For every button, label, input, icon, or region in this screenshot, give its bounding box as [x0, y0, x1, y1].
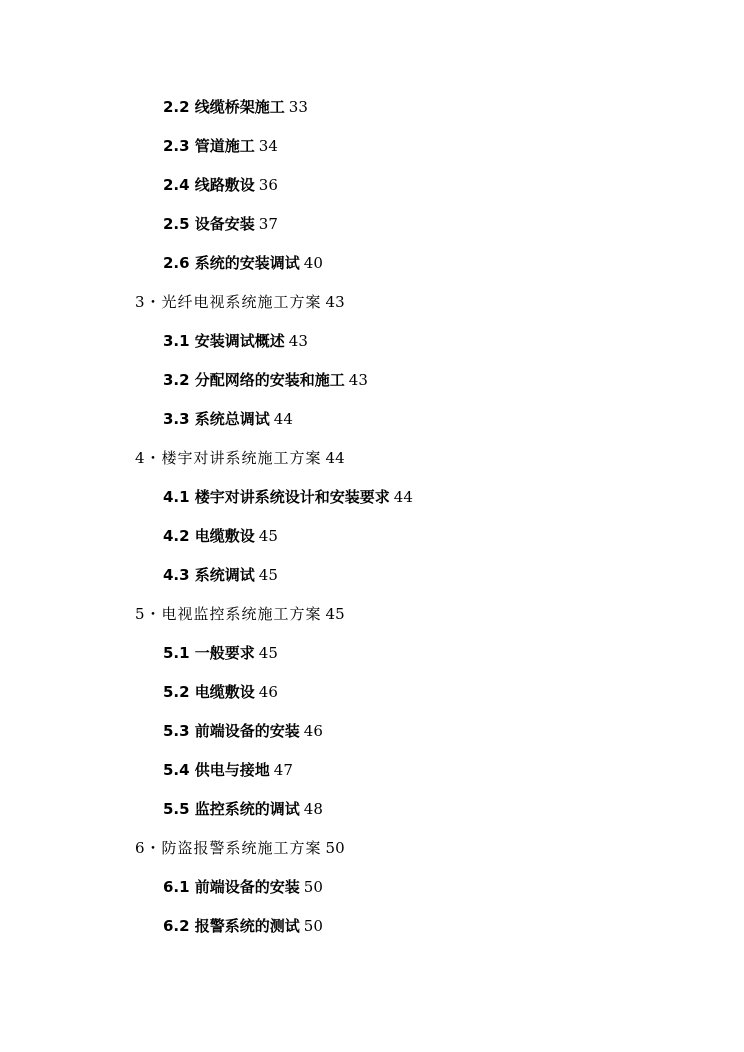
- toc-section-page: 44: [325, 449, 345, 467]
- toc-entry[interactable]: [163, 409, 293, 429]
- toc-entry-label: 3.2 分配网络的安装和施工: [163, 371, 345, 389]
- toc-entry[interactable]: [163, 253, 323, 273]
- toc-entry[interactable]: [163, 136, 278, 156]
- toc-entry[interactable]: [163, 799, 323, 819]
- toc-entry[interactable]: [163, 916, 323, 936]
- toc-entry[interactable]: [163, 214, 278, 234]
- toc-entry-page: 44: [273, 410, 293, 428]
- toc-section-label: 5・电视监控系统施工方案: [135, 605, 322, 623]
- toc-entry[interactable]: [163, 682, 278, 702]
- toc-entry-page: 45: [258, 644, 278, 662]
- toc-entry-page: 33: [288, 98, 308, 116]
- toc-entry-page: 43: [288, 332, 308, 350]
- toc-entry-label: 4.2 电缆敷设: [163, 527, 255, 545]
- toc-entry-label: 6.2 报警系统的测试: [163, 917, 300, 935]
- toc-entry-page: 43: [348, 371, 368, 389]
- toc-entry-label: 4.3 系统调试: [163, 566, 255, 584]
- toc-section[interactable]: [135, 448, 345, 468]
- toc-entry-page: 44: [393, 488, 413, 506]
- toc-section-label: 4・楼宇对讲系统施工方案: [135, 449, 322, 467]
- toc-entry-page: 34: [258, 137, 278, 155]
- toc-entry-label: 5.1 一般要求: [163, 644, 255, 662]
- toc-entry-label: 2.5 设备安装: [163, 215, 255, 233]
- toc-entry-label: 2.6 系统的安装调试: [163, 254, 300, 272]
- toc-section[interactable]: [135, 292, 345, 312]
- toc-entry[interactable]: [163, 565, 278, 585]
- toc-entry[interactable]: [163, 877, 323, 897]
- toc-entry-page: 50: [303, 917, 323, 935]
- toc-entry-page: 50: [303, 878, 323, 896]
- toc-entry[interactable]: [163, 760, 293, 780]
- toc-section[interactable]: [135, 838, 345, 858]
- toc-entry-label: 2.4 线路敷设: [163, 176, 255, 194]
- toc-entry[interactable]: [163, 331, 308, 351]
- toc-entry[interactable]: [163, 721, 323, 741]
- toc-entry-label: 2.3 管道施工: [163, 137, 255, 155]
- toc-entry-page: 45: [258, 566, 278, 584]
- toc-entry-page: 47: [273, 761, 293, 779]
- toc-entry-label: 5.2 电缆敷设: [163, 683, 255, 701]
- toc-section-page: 50: [325, 839, 345, 857]
- toc-entry-page: 46: [303, 722, 323, 740]
- toc-section-page: 43: [325, 293, 345, 311]
- toc-section-label: 3・光纤电视系统施工方案: [135, 293, 322, 311]
- toc-entry[interactable]: [163, 175, 278, 195]
- toc-entry-page: 40: [303, 254, 323, 272]
- toc-entry-label: 4.1 楼宇对讲系统设计和安装要求: [163, 488, 390, 506]
- toc-entry[interactable]: [163, 370, 368, 390]
- toc-section-label: 6・防盗报警系统施工方案: [135, 839, 322, 857]
- toc-entry-page: 46: [258, 683, 278, 701]
- toc-entry-label: 6.1 前端设备的安装: [163, 878, 300, 896]
- toc-entry[interactable]: [163, 526, 278, 546]
- toc-entry-page: 37: [258, 215, 278, 233]
- toc-entry-page: 48: [303, 800, 323, 818]
- toc-entry-label: 5.4 供电与接地: [163, 761, 270, 779]
- toc-entry[interactable]: [163, 643, 278, 663]
- toc-entry-page: 45: [258, 527, 278, 545]
- toc-entry-label: 2.2 线缆桥架施工: [163, 98, 285, 116]
- toc-entry-label: 3.3 系统总调试: [163, 410, 270, 428]
- toc-entry[interactable]: [163, 97, 308, 117]
- toc-section-page: 45: [325, 605, 345, 623]
- toc-section[interactable]: [135, 604, 345, 624]
- toc-entry-label: 3.1 安装调试概述: [163, 332, 285, 350]
- toc-entry-label: 5.3 前端设备的安装: [163, 722, 300, 740]
- toc-entry[interactable]: [163, 487, 413, 507]
- toc-entry-page: 36: [258, 176, 278, 194]
- toc-entry-label: 5.5 监控系统的调试: [163, 800, 300, 818]
